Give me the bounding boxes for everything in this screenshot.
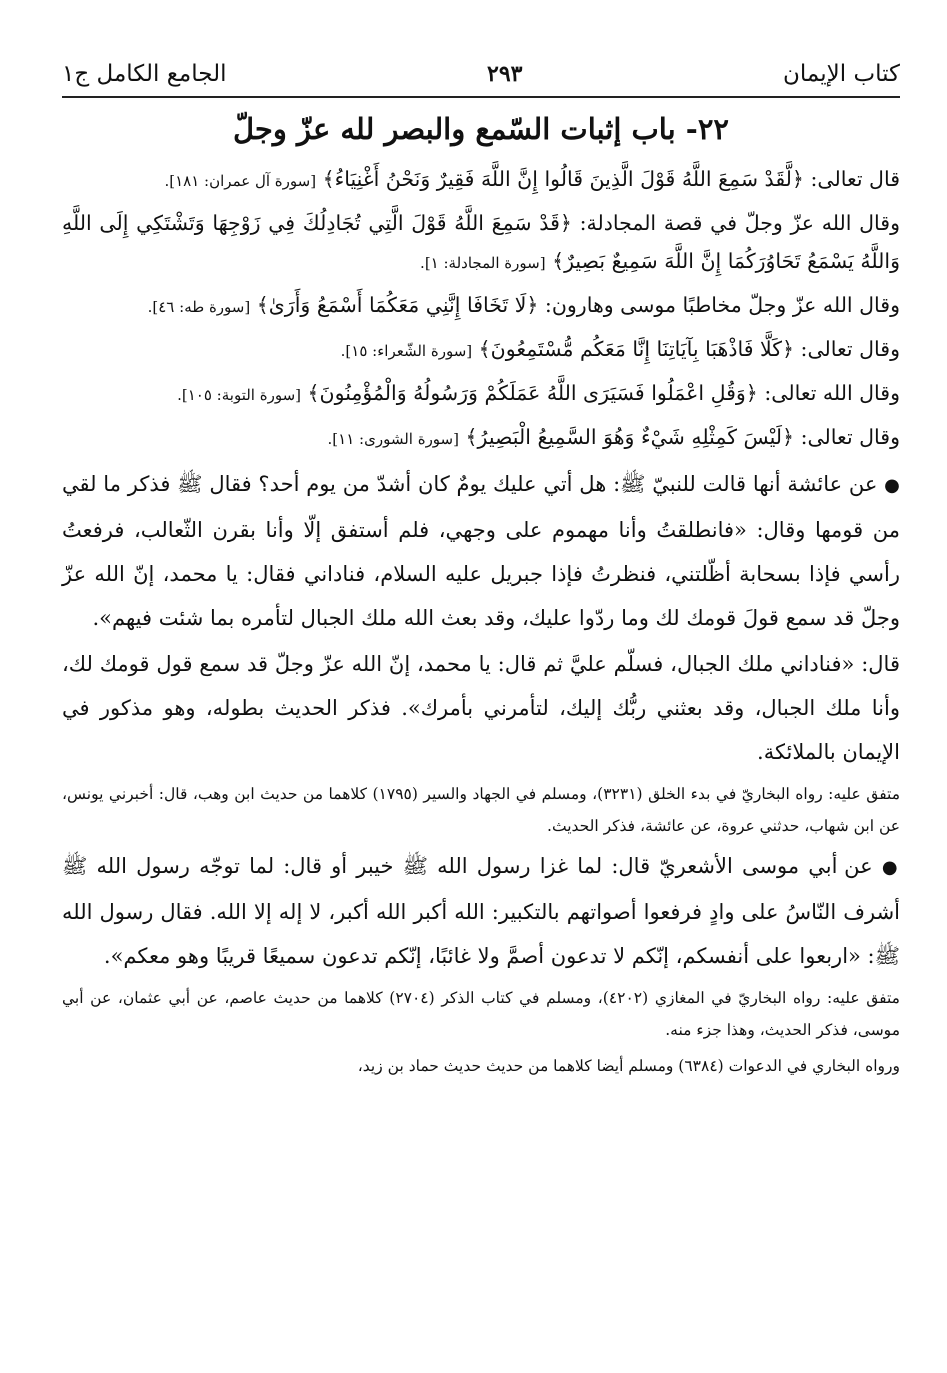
hadith-text: عن أبي موسى الأشعريّ قال: لما غزا رسول الله ﷺ خيبر أو قال: لما توجّه رسول الله ﷺ أشرف النّاسُ على وادٍ فرفعوا أصواتهم بالتكبير: الله أكبر الله أكبر، لا إله إلا الله. فقال رسول الله ﷺ: «اربعوا على أنفسكم، إنّكم لا تدعون أصمَّ ولا غائبًا، إنّكم تدعون سميعًا قريبًا وهو معكم». [62, 854, 900, 968]
surah-reference: [سورة الشّعراء: ١٥]. [340, 342, 473, 360]
hadith-text: عن عائشة أنها قالت للنبيّ ﷺ: هل أتي عليك يومٌ كان أشدّ من يوم أحد؟ فقال ﷺ فذكر ما لقي من قومها وقال: «فانطلقتُ وأنا مهموم على وجهي، فلم أستفق إلّا وأنا بقرن الثّعالب، فرفعتُ رأسي فإذا بسحابة أظّلتني، فنظرتُ فإذا جبريل عليه السلام، فناداني فقال: يا محمد، إنّ الله عزّ وجلّ قد سمع قولَ قومك لك وما ردّوا عليك، وقد بعث الله ملك الجبال لتأمره بما شئت فيهم». [62, 472, 900, 630]
surah-reference: [سورة طه: ٤٦]. [147, 298, 251, 316]
bullet-icon: ● [884, 475, 900, 496]
bullet-icon: ● [881, 857, 900, 878]
hadith-abu-musa-paragraph [62, 844, 900, 978]
verse-text: وقال الله عزّ وجلّ في قصة المجادلة: ﴿قَدْ سَمِعَ اللَّهُ قَوْلَ الَّتِي تُجَادِلُكَ فِي زَوْجِهَا وَتَشْتَكِي إِلَى اللَّهِ وَاللَّهُ يَسْمَعُ تَحَاوُرَكُمَا إِنَّ اللَّهَ سَمِيعٌ بَصِيرٌ﴾ [62, 211, 900, 273]
surah-reference: [سورة المجادلة: ١]. [420, 254, 546, 272]
verse-paragraph [62, 160, 900, 200]
surah-reference: [سورة الشورى: ١١]. [327, 430, 459, 448]
verse-text: وقال الله عزّ وجلّ مخاطبًا موسى وهارون: ﴿لَا تَخَافَا إِنَّنِي مَعَكُمَا أَسْمَعُ وَأَرَىٰ﴾ [256, 293, 900, 317]
verse-paragraph [62, 418, 900, 458]
hadith-abu-musa-takhrij-note: متفق عليه: رواه البخاريّ في المغازي (٤٢٠٢)، ومسلم في كتاب الذكر (٢٧٠٤) كلاهما من حديث عاصم، عن أبي عثمان، عن أبي موسى، فذكر الحديث، وهذا جزء منه. [62, 989, 900, 1039]
verse-paragraph [62, 330, 900, 370]
verse-text: وقال تعالى: ﴿لَيْسَ كَمِثْلِهِ شَيْءٌ وَهُوَ السَّمِيعُ الْبَصِيرُ﴾ [465, 425, 900, 449]
page-number: ٢٩٣ [487, 61, 523, 87]
verse-text: وقال تعالى: ﴿كَلَّا فَاذْهَبَا بِآيَاتِنَا إِنَّا مَعَكُم مُّسْتَمِعُونَ﴾ [478, 337, 900, 361]
verse-paragraph [62, 286, 900, 326]
verse-text: قال تعالى: ﴿لَّقَدْ سَمِعَ اللَّهُ قَوْلَ الَّذِينَ قَالُوا إِنَّ اللَّهَ فَقِيرٌ وَنَحْنُ أَغْنِيَاءُ﴾ [322, 167, 900, 191]
verse-paragraph [62, 374, 900, 414]
verse-paragraph [62, 204, 900, 282]
surah-reference: [سورة آل عمران: ١٨١]. [164, 172, 317, 190]
chapter-title: ٢٢- باب إثبات السّمع والبصر لله عزّ وجلّ [232, 112, 730, 146]
hadith-abu-musa-additional-note: ورواه البخاري في الدعوات (٦٣٨٤) ومسلم أيضا كلاهما من حديث حديث حماد بن زيد، [357, 1057, 900, 1075]
surah-reference: [سورة التوبة: ١٠٥]. [177, 386, 301, 404]
hadith-aisha-paragraph [62, 462, 900, 640]
book-section-title: كتاب الإيمان [783, 61, 900, 87]
verse-text: وقال الله تعالى: ﴿وَقُلِ اعْمَلُوا فَسَيَرَى اللَّهُ عَمَلَكُمْ وَرَسُولُهُ وَالْمُؤْمِنُونَ﴾ [307, 381, 900, 405]
page-header [62, 52, 900, 98]
book-volume-title: الجامع الكامل ج١ [62, 61, 227, 87]
page-content [62, 106, 900, 1082]
hadith-aisha-continuation: قال: «فناداني ملك الجبال، فسلّم عليَّ ثم قال: يا محمد، إنّ الله عزّ وجلّ قد سمع قول قومك لك، وأنا ملك الجبال، وقد بعثني ربُّك إليك، لتأمرني بأمرك». فذكر الحديث بطوله، وهو مذكور في الإيمان بالملائكة. [62, 652, 900, 764]
hadith-aisha-takhrij-note: متفق عليه: رواه البخاريّ في بدء الخلق (٣٢٣١)، ومسلم في الجهاد والسير (١٧٩٥) كلاهما من حديث ابن وهب، قال: أخبرني يونس، عن ابن شهاب، حدثني عروة، عن عائشة، فذكر الحديث. [62, 785, 901, 835]
